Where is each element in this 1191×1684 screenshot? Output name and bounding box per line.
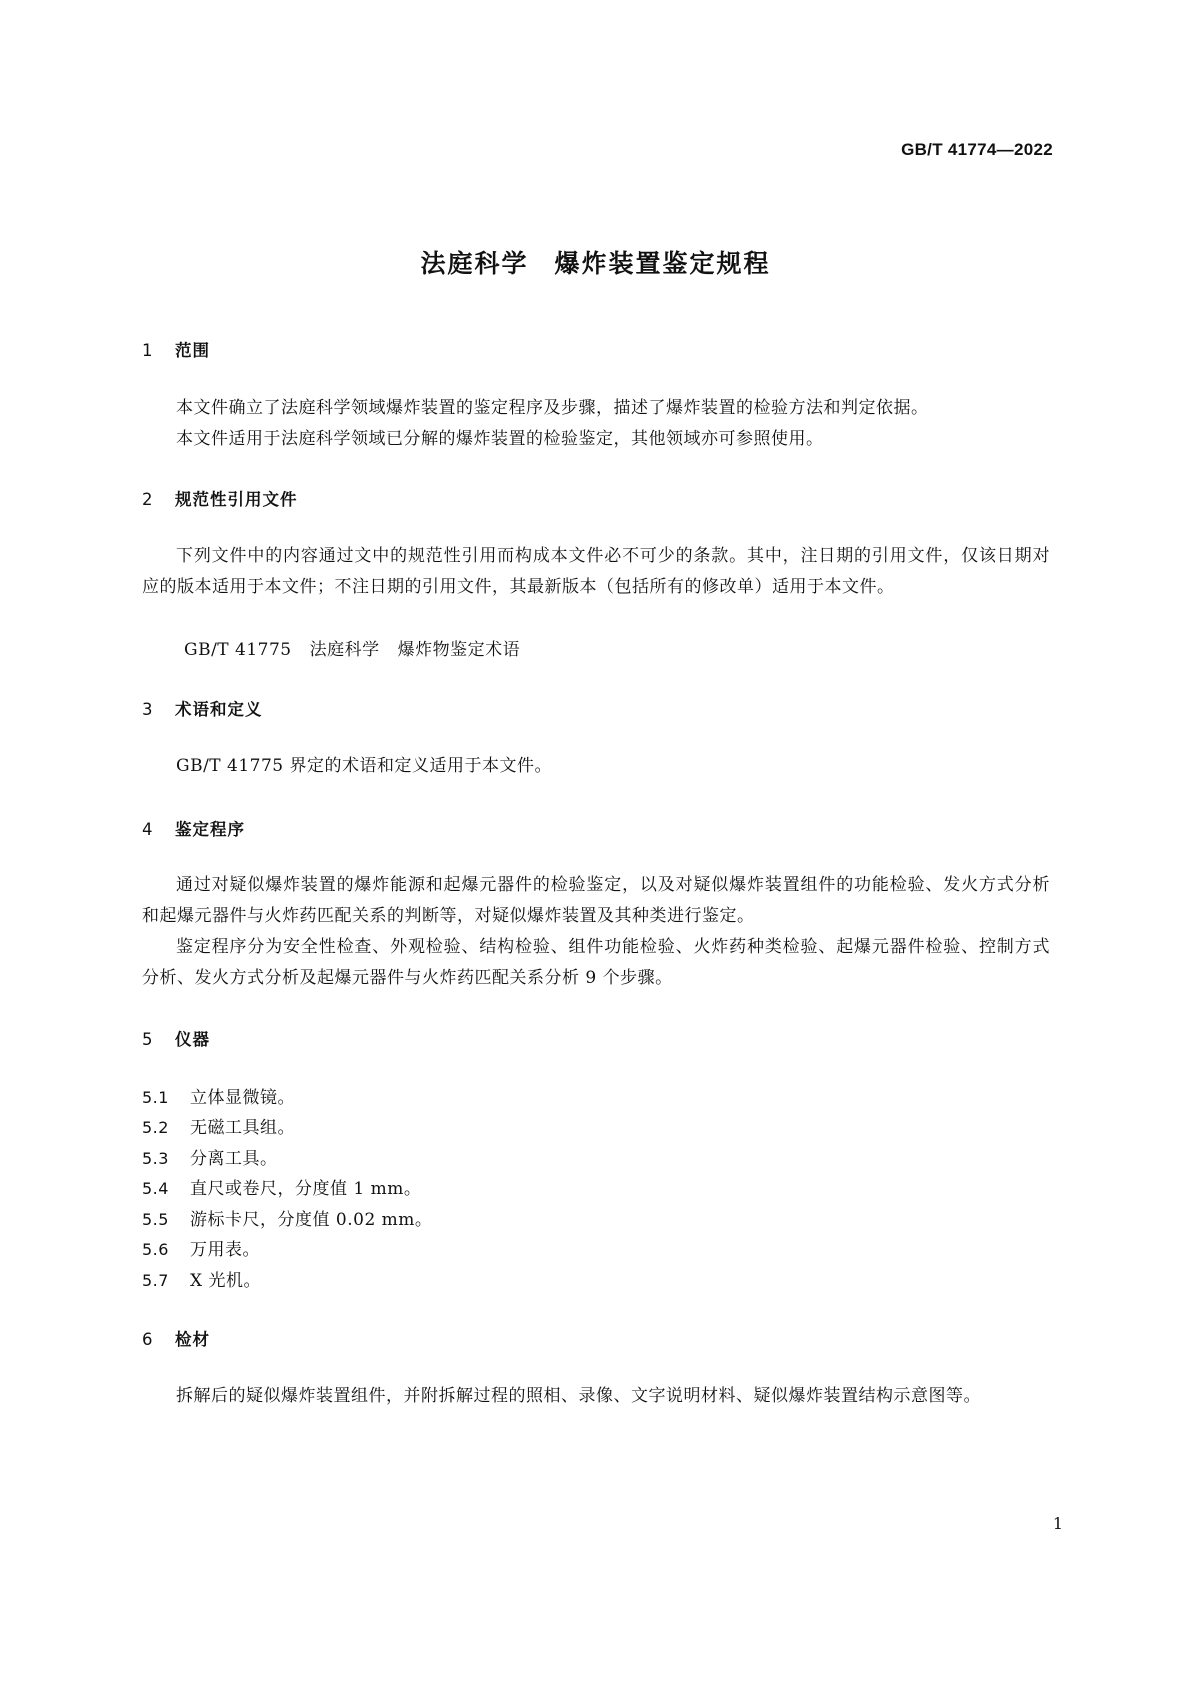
item-text: 万用表。 — [190, 1240, 260, 1260]
reference-title-part-1: 法庭科学 — [309, 640, 380, 660]
section-number: 4 — [142, 820, 154, 839]
section-heading-1 — [142, 337, 210, 361]
item-number: 5.6 — [142, 1240, 169, 1259]
item-text: 分离工具。 — [190, 1149, 278, 1169]
section-heading-5 — [142, 1026, 210, 1050]
instrument-item — [142, 1083, 295, 1108]
item-number: 5.1 — [142, 1088, 169, 1107]
standard-code: GB/T 41774—2022 — [901, 140, 1053, 159]
instrument-item — [142, 1174, 421, 1199]
item-number: 5.2 — [142, 1118, 169, 1137]
instrument-item — [142, 1113, 295, 1138]
instrument-item — [142, 1235, 260, 1260]
section-title: 规范性引用文件 — [175, 490, 298, 509]
title-part-1: 法庭科学 — [420, 249, 529, 278]
item-text: 直尺或卷尺，分度值 1 mm。 — [190, 1179, 422, 1199]
section-number: 3 — [142, 700, 154, 719]
section-heading-6 — [142, 1326, 210, 1350]
section-3-paragraph-1: GB/T 41775 界定的术语和定义适用于本文件。 — [176, 756, 553, 776]
section-1-paragraph-2: 本文件适用于法庭科学领域已分解的爆炸装置的检验鉴定，其他领域亦可参照使用。 — [176, 429, 824, 449]
section-4-paragraph-1: 通过对疑似爆炸装置的爆炸能源和起爆元器件的检验鉴定，以及对疑似爆炸装置组件的功能检验、发火方式分析和起爆元器件与火炸药匹配关系的判断等，对疑似爆炸装置及其种类进行鉴定。 — [142, 875, 1050, 926]
document-title — [0, 244, 1191, 280]
item-number: 5.3 — [142, 1149, 169, 1168]
item-number: 5.4 — [142, 1179, 169, 1198]
section-title: 鉴定程序 — [175, 820, 245, 839]
item-number: 5.5 — [142, 1210, 169, 1229]
normative-reference — [184, 635, 520, 660]
section-heading-3 — [142, 696, 263, 720]
section-number: 5 — [142, 1030, 154, 1049]
section-number: 2 — [142, 490, 154, 509]
item-number: 5.7 — [142, 1271, 169, 1290]
page-number: 1 — [1052, 1514, 1063, 1533]
item-text: 游标卡尺，分度值 0.02 mm。 — [190, 1210, 433, 1230]
title-part-2: 爆炸装置鉴定规程 — [554, 249, 771, 278]
instrument-item — [142, 1205, 432, 1230]
instrument-item — [142, 1266, 261, 1291]
section-title: 术语和定义 — [175, 700, 263, 719]
section-heading-2 — [142, 486, 298, 510]
section-6-paragraph-1: 拆解后的疑似爆炸装置组件，并附拆解过程的照相、录像、文字说明材料、疑似爆炸装置结构示意图等。 — [176, 1386, 981, 1406]
section-2-paragraph-1: 下列文件中的内容通过文中的规范性引用而构成本文件必不可少的条款。其中，注日期的引用文件，仅该日期对应的版本适用于本文件；不注日期的引用文件，其最新版本（包括所有的修改单）适用于本文件。 — [142, 546, 1050, 597]
section-title: 仪器 — [175, 1030, 210, 1049]
reference-code: GB/T 41775 — [184, 640, 292, 660]
item-text: 立体显微镜。 — [190, 1088, 295, 1108]
section-title: 检材 — [175, 1330, 210, 1349]
reference-title-part-2: 爆炸物鉴定术语 — [397, 640, 521, 660]
instrument-item — [142, 1144, 278, 1169]
section-heading-4 — [142, 816, 245, 840]
item-text: 无磁工具组。 — [190, 1118, 295, 1138]
section-title: 范围 — [175, 341, 210, 360]
item-text: X 光机。 — [190, 1271, 262, 1291]
section-4-paragraph-2: 鉴定程序分为安全性检查、外观检验、结构检验、组件功能检验、火炸药种类检验、起爆元器件检验、控制方式分析、发火方式分析及起爆元器件与火炸药匹配关系分析 9 个步骤。 — [142, 937, 1050, 988]
section-number: 6 — [142, 1330, 154, 1349]
section-1-paragraph-1: 本文件确立了法庭科学领域爆炸装置的鉴定程序及步骤，描述了爆炸装置的检验方法和判定依据。 — [176, 398, 929, 418]
section-number: 1 — [142, 341, 154, 360]
